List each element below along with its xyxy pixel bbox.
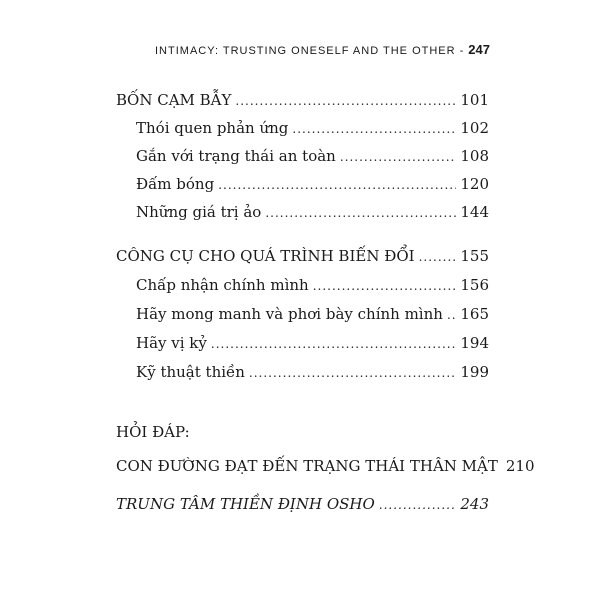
leader-dots bbox=[379, 495, 457, 515]
toc-entry-title: CÔNG CỤ CHO QUÁ TRÌNH BIẾN ĐỔI bbox=[116, 247, 415, 265]
toc-entry-page: 210 bbox=[505, 457, 535, 475]
toc-heading-hoi-dap: HỎI ĐÁP: bbox=[116, 423, 190, 441]
toc-subentry bbox=[136, 304, 489, 325]
toc-entry-page: 155 bbox=[460, 247, 489, 265]
toc-entry-title: Gắn với trạng thái an toàn bbox=[136, 147, 336, 165]
toc-entry-page: 108 bbox=[460, 147, 489, 165]
toc-subentry bbox=[136, 275, 489, 296]
toc-entry-title: TRUNG TÂM THIỀN ĐỊNH OSHO bbox=[116, 495, 375, 513]
toc-subentry bbox=[136, 202, 489, 223]
leader-dots bbox=[313, 276, 457, 296]
toc-entry-bon-cam-bay bbox=[116, 90, 489, 111]
toc-entry-page: 165 bbox=[460, 305, 489, 323]
leader-dots bbox=[235, 91, 456, 111]
toc-subentry bbox=[136, 362, 489, 383]
running-title: INTIMACY: TRUSTING ONESELF AND THE OTHER - bbox=[155, 45, 465, 57]
toc-entry-title: Đấm bóng bbox=[136, 175, 215, 193]
leader-dots bbox=[249, 363, 456, 383]
running-header bbox=[120, 42, 490, 57]
toc-entry-page: 120 bbox=[460, 175, 489, 193]
leader-dots bbox=[265, 203, 456, 223]
page-number: 247 bbox=[468, 42, 490, 57]
toc-entry-title: Hãy vị kỷ bbox=[136, 334, 207, 352]
toc-subentry bbox=[136, 333, 489, 354]
toc-entry-page: 156 bbox=[460, 276, 489, 294]
toc-entry-title: BỐN CẠM BẪY bbox=[116, 91, 232, 109]
toc-entry-title: CON ĐƯỜNG ĐẠT ĐẾN TRẠNG THÁI THÂN MẬT bbox=[116, 457, 498, 475]
leader-dots bbox=[340, 147, 457, 167]
toc-subentry bbox=[136, 174, 489, 195]
leader-dots bbox=[447, 305, 456, 325]
toc-entry-page: 102 bbox=[460, 119, 489, 137]
leader-dots bbox=[292, 119, 456, 139]
toc-entry-title: Những giá trị ảo bbox=[136, 203, 262, 221]
leader-dots bbox=[218, 175, 456, 195]
leader-dots bbox=[211, 334, 456, 354]
toc-subentry bbox=[136, 146, 489, 167]
toc-entry-page: 243 bbox=[460, 495, 489, 513]
toc-entry-con-duong bbox=[116, 456, 535, 477]
toc-entry-page: 101 bbox=[460, 91, 489, 109]
toc-entry-cong-cu bbox=[116, 246, 489, 267]
toc-entry-page: 194 bbox=[460, 334, 489, 352]
toc-entry-title: Chấp nhận chính mình bbox=[136, 276, 309, 294]
toc-entry-page: 199 bbox=[460, 363, 489, 381]
toc-entry-title: Kỹ thuật thiền bbox=[136, 363, 245, 381]
toc-entry-title: Hãy mong manh và phơi bày chính mình bbox=[136, 305, 443, 323]
toc-entry-trung-tam bbox=[116, 494, 489, 515]
leader-dots bbox=[419, 247, 457, 267]
toc-subentry bbox=[136, 118, 489, 139]
toc-entry-page: 144 bbox=[460, 203, 489, 221]
toc-entry-title: Thói quen phản ứng bbox=[136, 119, 289, 137]
